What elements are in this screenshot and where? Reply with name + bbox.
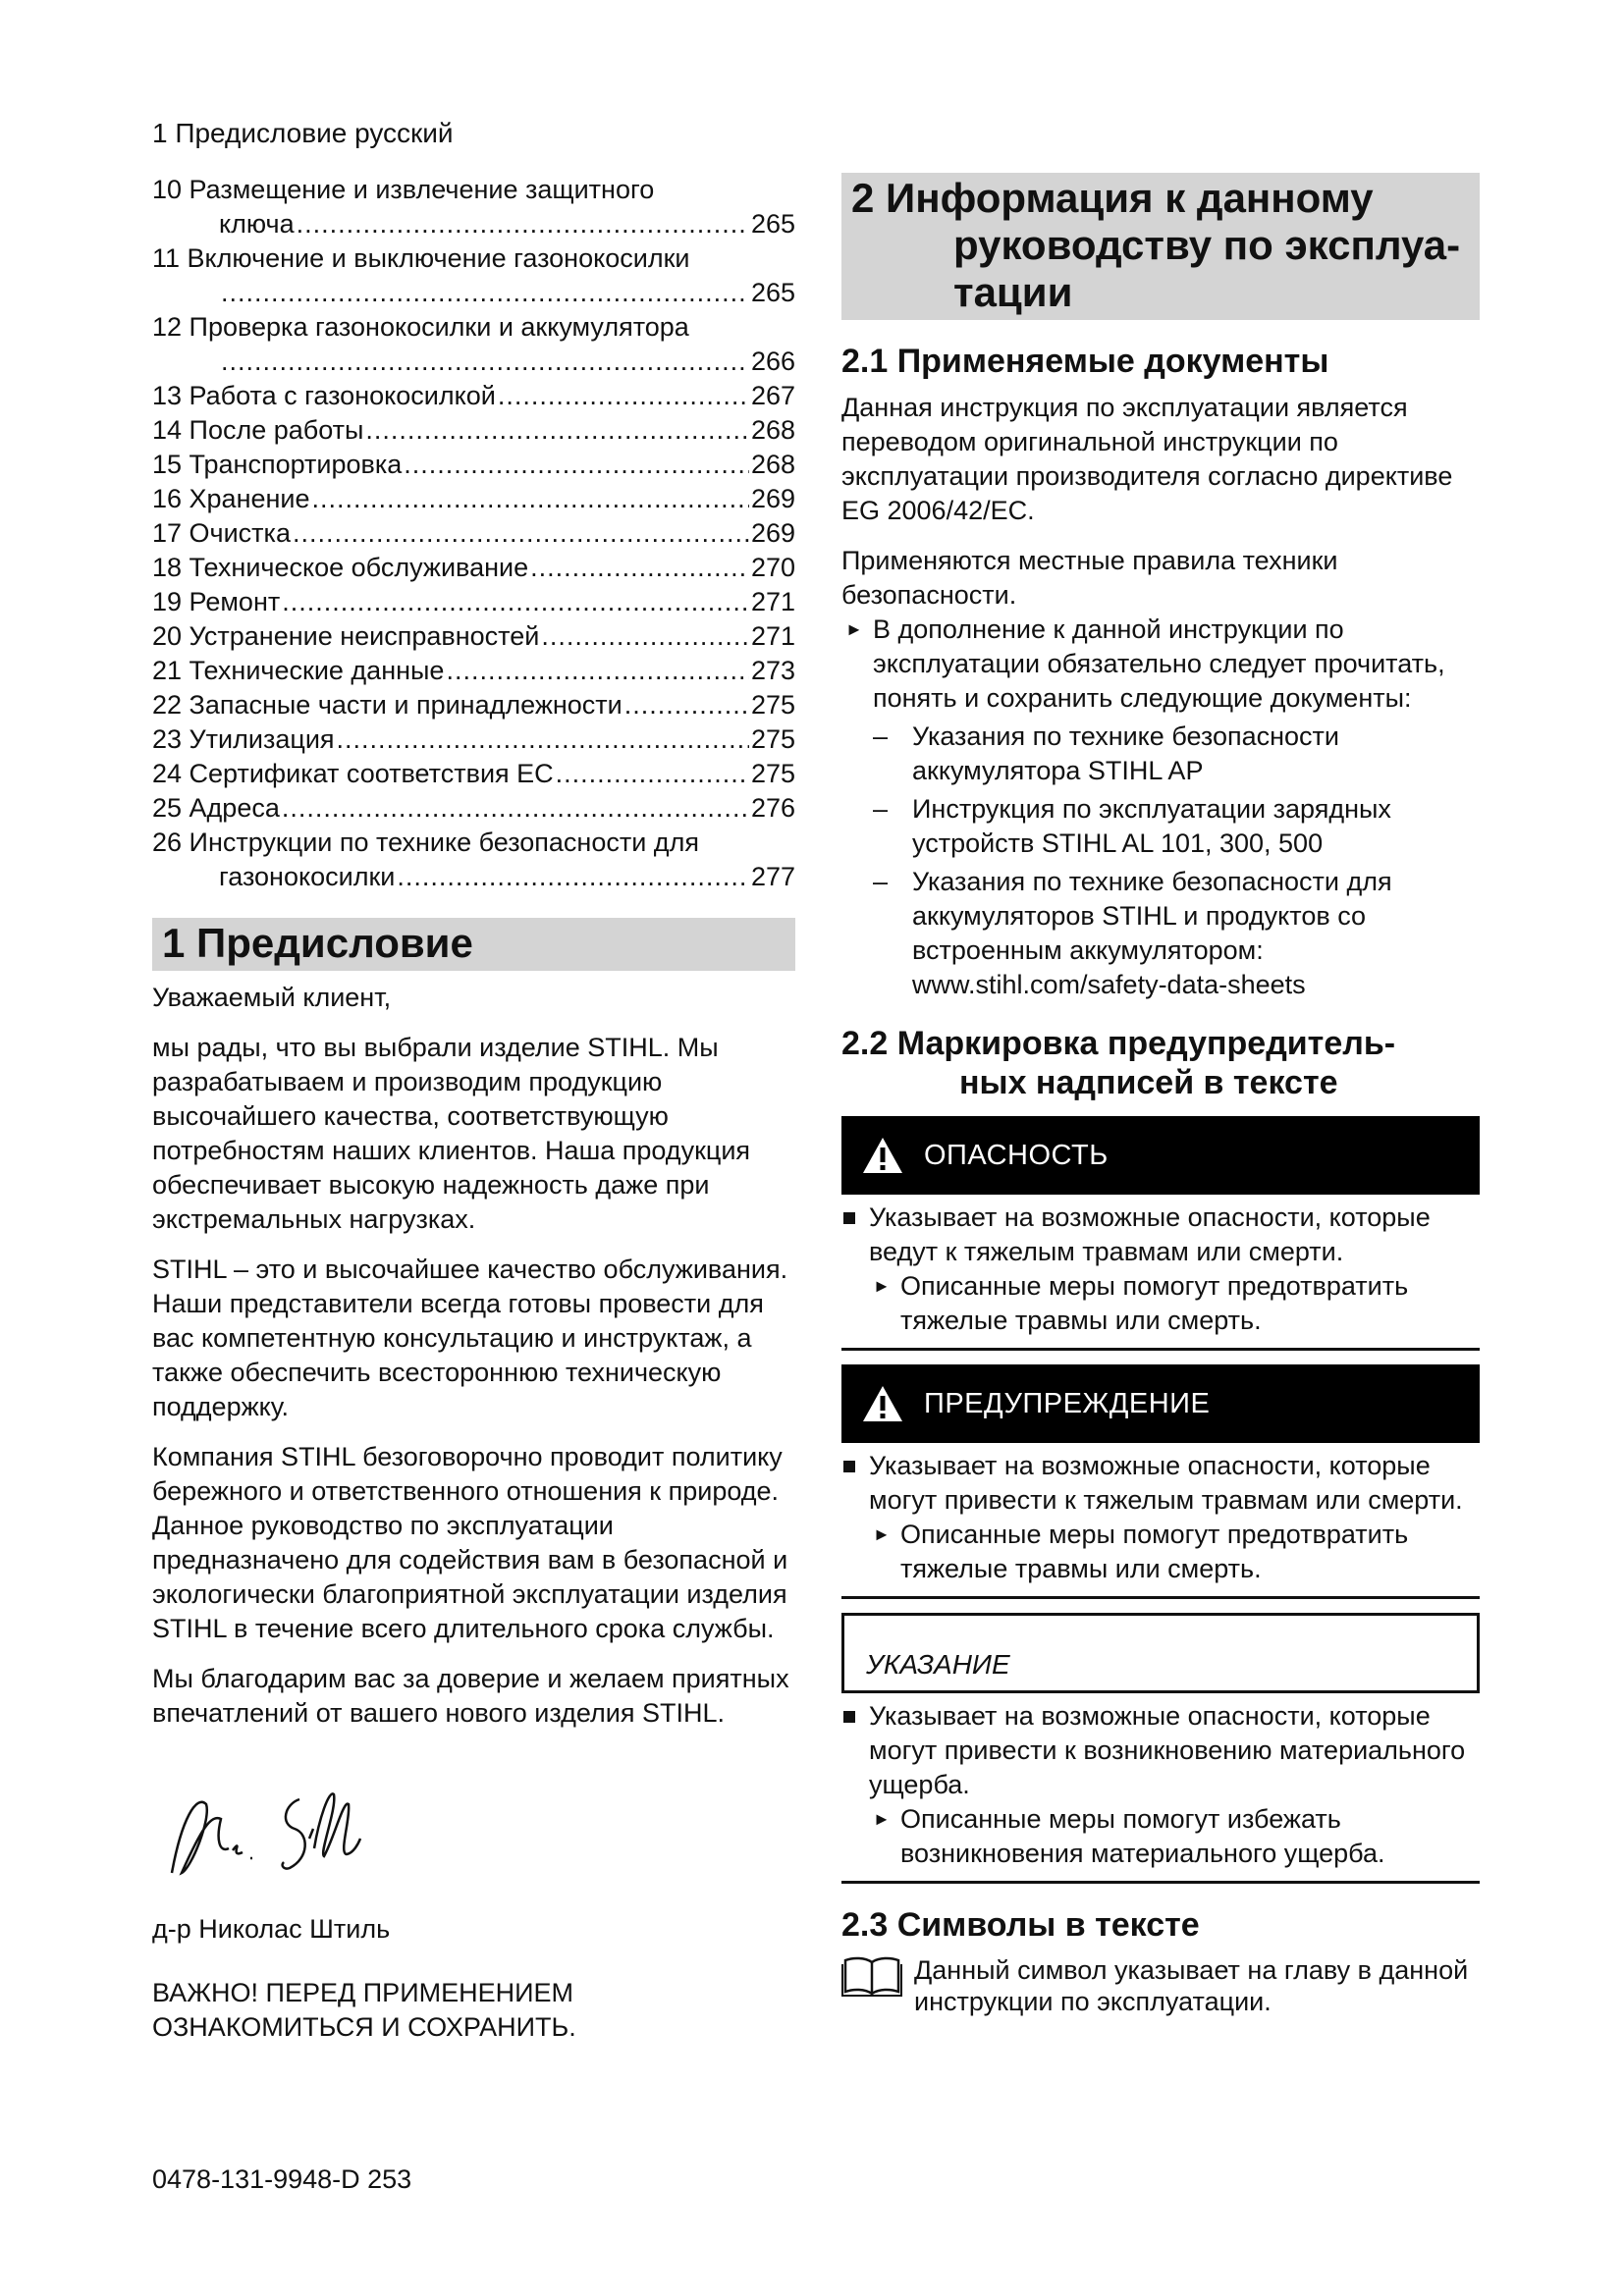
toc-title: 11 Включение и выключение газонокосилки [152, 243, 690, 273]
toc-title: 12 Проверка газонокосилки и аккумулятора [152, 312, 689, 342]
toc-page-number: 271 [750, 587, 795, 616]
toc-leader [624, 688, 749, 722]
paragraph: Данная инструкция по эксплуатации является переводом оригинальной инструкции по эксплуатации производителя согласно директиве EG 2006/42/EC. [841, 393, 1453, 525]
toc-title: 22 Запасные части и принадлежности [152, 690, 623, 720]
danger-block [841, 1116, 1480, 1351]
toc-page-number: 269 [750, 484, 795, 513]
danger-bar [841, 1116, 1480, 1195]
toc-title: 10 Размещение и извлечение защитного [152, 175, 655, 204]
list-item: – Инструкция по эксплуатации зарядных устройств STIHL AL 101, 300, 500 [873, 794, 1391, 858]
toc-entry[interactable] [152, 619, 795, 654]
toc-leader [297, 207, 749, 241]
toc-entry[interactable] [152, 482, 795, 516]
toc-title: 26 Инструкции по технике безопасности для [152, 828, 699, 857]
toc-title: 19 Ремонт [152, 587, 281, 616]
toc-leader [446, 654, 749, 688]
square-bullet-icon [843, 1212, 855, 1224]
warning-measure: ► Описанные меры помогут предотвратить тяжелые травмы или смерть. [873, 1520, 1409, 1583]
toc-entry[interactable] [152, 448, 795, 482]
warning-bar [841, 1364, 1480, 1443]
document-list [841, 720, 1480, 1002]
toc-entry[interactable] [152, 551, 795, 585]
table-of-contents [152, 173, 795, 894]
toc-title: газонокосилки [219, 862, 396, 891]
toc-title: ключа [219, 209, 295, 239]
greeting: Уважаемый клиент, [152, 983, 392, 1012]
toc-page-number: 275 [750, 759, 795, 788]
toc-leader [282, 585, 749, 619]
subsection-heading-documents: 2.1 Применяемые документы [841, 343, 1329, 380]
toc-page-number: 267 [750, 381, 795, 410]
paragraph: Применяются местные правила техники безопасности. [841, 546, 1338, 610]
toc-page-number: 275 [750, 724, 795, 754]
toc-leader [556, 757, 749, 791]
toc-leader [404, 448, 749, 482]
arrow-bullet-icon: ► [873, 1809, 891, 1829]
toc-page-number: 277 [750, 862, 795, 891]
page-header: 1 Предисловие русский [152, 118, 454, 148]
warning-label: ПРЕДУПРЕЖДЕНИЕ [924, 1387, 1211, 1419]
toc-title: 17 Очистка [152, 518, 291, 548]
heading-line: 2 Информация к данному [851, 175, 1374, 221]
right-column [841, 173, 1480, 2017]
toc-page-number: 265 [750, 209, 795, 239]
warning-block [841, 1364, 1480, 1599]
toc-entry[interactable] [152, 413, 795, 448]
warning-triangle-icon [861, 1136, 904, 1175]
toc-line [152, 173, 795, 207]
symbol-description: Данный символ указывает на главу в данной инструкции по эксплуатации. [914, 1955, 1469, 2016]
toc-title: 24 Сертификат соответствия ЕС [152, 759, 554, 788]
toc-title: 23 Утилизация [152, 724, 335, 754]
foreword-paragraph: Компания STIHL безоговорочно проводит политику бережного и ответственного отношения к природе. Данное руководство по эксплуатации предназначено для содействия вам в безопасной и экологически благоприятной эксплуатации изделия STIHL в течение всего длительного срока службы. [152, 1442, 788, 1643]
warning-description: Указывает на возможные опасности, которые могут привести к тяжелым травмам или смерти. [841, 1449, 1480, 1518]
list-item: – Указания по технике безопасности для аккумуляторов STIHL и продуктов со встроенным аккумулятором: www.stihl.com/safety-data-sheets [873, 867, 1392, 999]
toc-title: 21 Технические данные [152, 656, 445, 685]
section-heading-foreword: 1 Предисловие [152, 918, 795, 971]
arrow-bullet-icon: ► [873, 1524, 891, 1544]
toc-page-number: 271 [750, 621, 795, 651]
danger-label: ОПАСНОСТЬ [924, 1139, 1109, 1171]
toc-page-number: 268 [750, 450, 795, 479]
subsection-heading-symbols: 2.3 Символы в тексте [841, 1906, 1200, 1944]
toc-page-number: 276 [750, 793, 795, 823]
toc-entry[interactable] [152, 310, 795, 379]
toc-page-number: 269 [750, 518, 795, 548]
toc-leader [397, 860, 749, 894]
toc-leader [282, 791, 749, 826]
danger-measure: ► Описанные меры помогут предотвратить тяжелые травмы или смерть. [873, 1271, 1409, 1335]
book-icon [841, 1954, 902, 1998]
toc-leader [312, 482, 749, 516]
toc-page-number: 275 [750, 690, 795, 720]
arrow-list-item: ► В дополнение к данной инструкции по эксплуатации обязательно следует прочитать, понять и сохранить следующие документы: [845, 614, 1445, 713]
arrow-bullet-icon: ► [845, 619, 863, 639]
toc-leader [541, 619, 749, 654]
toc-title: 15 Транспортировка [152, 450, 403, 479]
toc-entry[interactable] [152, 585, 795, 619]
toc-entry[interactable] [152, 516, 795, 551]
toc-page-number: 270 [750, 553, 795, 582]
subsection-heading-warnings: 2.2 Маркировка предупредитель- ных надписей в тексте [841, 1025, 1396, 1101]
toc-page-number: 268 [750, 415, 795, 445]
page-footer: 0478-131-9948-D 253 [152, 2164, 412, 2194]
dash-bullet-icon: – [873, 867, 889, 896]
toc-title: 18 Техническое обслуживание [152, 553, 529, 582]
toc-leader [498, 379, 749, 413]
arrow-bullet-icon: ► [873, 1276, 891, 1296]
toc-title: 16 Хранение [152, 484, 310, 513]
toc-entry[interactable] [152, 241, 795, 310]
square-bullet-icon [843, 1711, 855, 1723]
section-heading-manual-info [841, 173, 1480, 320]
signer-name: д-р Николас Штиль [152, 1914, 391, 1944]
toc-title: 25 Адреса [152, 793, 280, 823]
toc-leader [530, 551, 749, 585]
important-notice: ВАЖНО! ПЕРЕД ПРИМЕНЕНИЕМ ОЗНАКОМИТЬСЯ И СОХРАНИТЬ. [152, 1978, 576, 2042]
list-item: – Указания по технике безопасности аккумулятора STIHL AP [873, 721, 1340, 785]
notice-label: УКАЗАНИЕ [866, 1649, 1010, 1680]
foreword-paragraph: Мы благодарим вас за доверие и желаем приятных впечатлений от вашего нового изделия STIHL. [152, 1664, 789, 1728]
notice-description: Указывает на возможные опасности, которые могут привести к возникновению материального ущерба. [841, 1699, 1480, 1802]
toc-entry[interactable] [152, 757, 795, 791]
dash-bullet-icon: – [873, 721, 889, 751]
toc-entry[interactable] [152, 722, 795, 757]
notice-measure: ► Описанные меры помогут избежать возникновения материального ущерба. [873, 1804, 1385, 1868]
notice-block [841, 1613, 1480, 1884]
toc-entry[interactable] [152, 791, 795, 826]
danger-description: Указывает на возможные опасности, которые ведут к тяжелым травмам или смерти. [841, 1201, 1480, 1269]
toc-entry[interactable] [152, 173, 795, 241]
toc-title: 14 После работы [152, 415, 364, 445]
heading-line: тации [953, 269, 1073, 315]
toc-title: 20 Устранение неисправностей [152, 621, 540, 651]
toc-title: 13 Работа с газонокосилкой [152, 381, 496, 410]
toc-leader [221, 276, 749, 310]
toc-leader [337, 722, 749, 757]
toc-leader [365, 413, 749, 448]
foreword-paragraph: мы рады, что вы выбрали изделие STIHL. Мы разрабатываем и производим продукцию высочайшего качества, соответствующую потребностям наших клиентов. Наша продукция обеспечивает высокую надежность даже при экстремальных нагрузках. [152, 1033, 751, 1234]
toc-page-number: 266 [750, 347, 795, 376]
toc-page-number: 273 [750, 656, 795, 685]
heading-line: руководству по эксплуа- [953, 222, 1461, 268]
dash-bullet-icon: – [873, 794, 889, 824]
toc-entry[interactable] [152, 688, 795, 722]
signature-image [152, 1760, 388, 1897]
toc-entry[interactable] [152, 654, 795, 688]
left-column [152, 173, 795, 2045]
toc-entry[interactable] [152, 379, 795, 413]
symbol-explanation [841, 1954, 1480, 2017]
foreword-paragraph: STIHL – это и высочайшее качество обслуживания. Наши представители всегда готовы провести для вас компетентную консультацию и инструктаж, а также обеспечить всестороннюю техническую поддержку. [152, 1255, 788, 1421]
square-bullet-icon [843, 1461, 855, 1472]
toc-leader [221, 345, 749, 379]
notice-bar [841, 1613, 1480, 1693]
toc-page-number: 265 [750, 278, 795, 307]
toc-entry[interactable] [152, 826, 795, 894]
toc-leader [293, 516, 749, 551]
warning-triangle-icon [861, 1384, 904, 1423]
